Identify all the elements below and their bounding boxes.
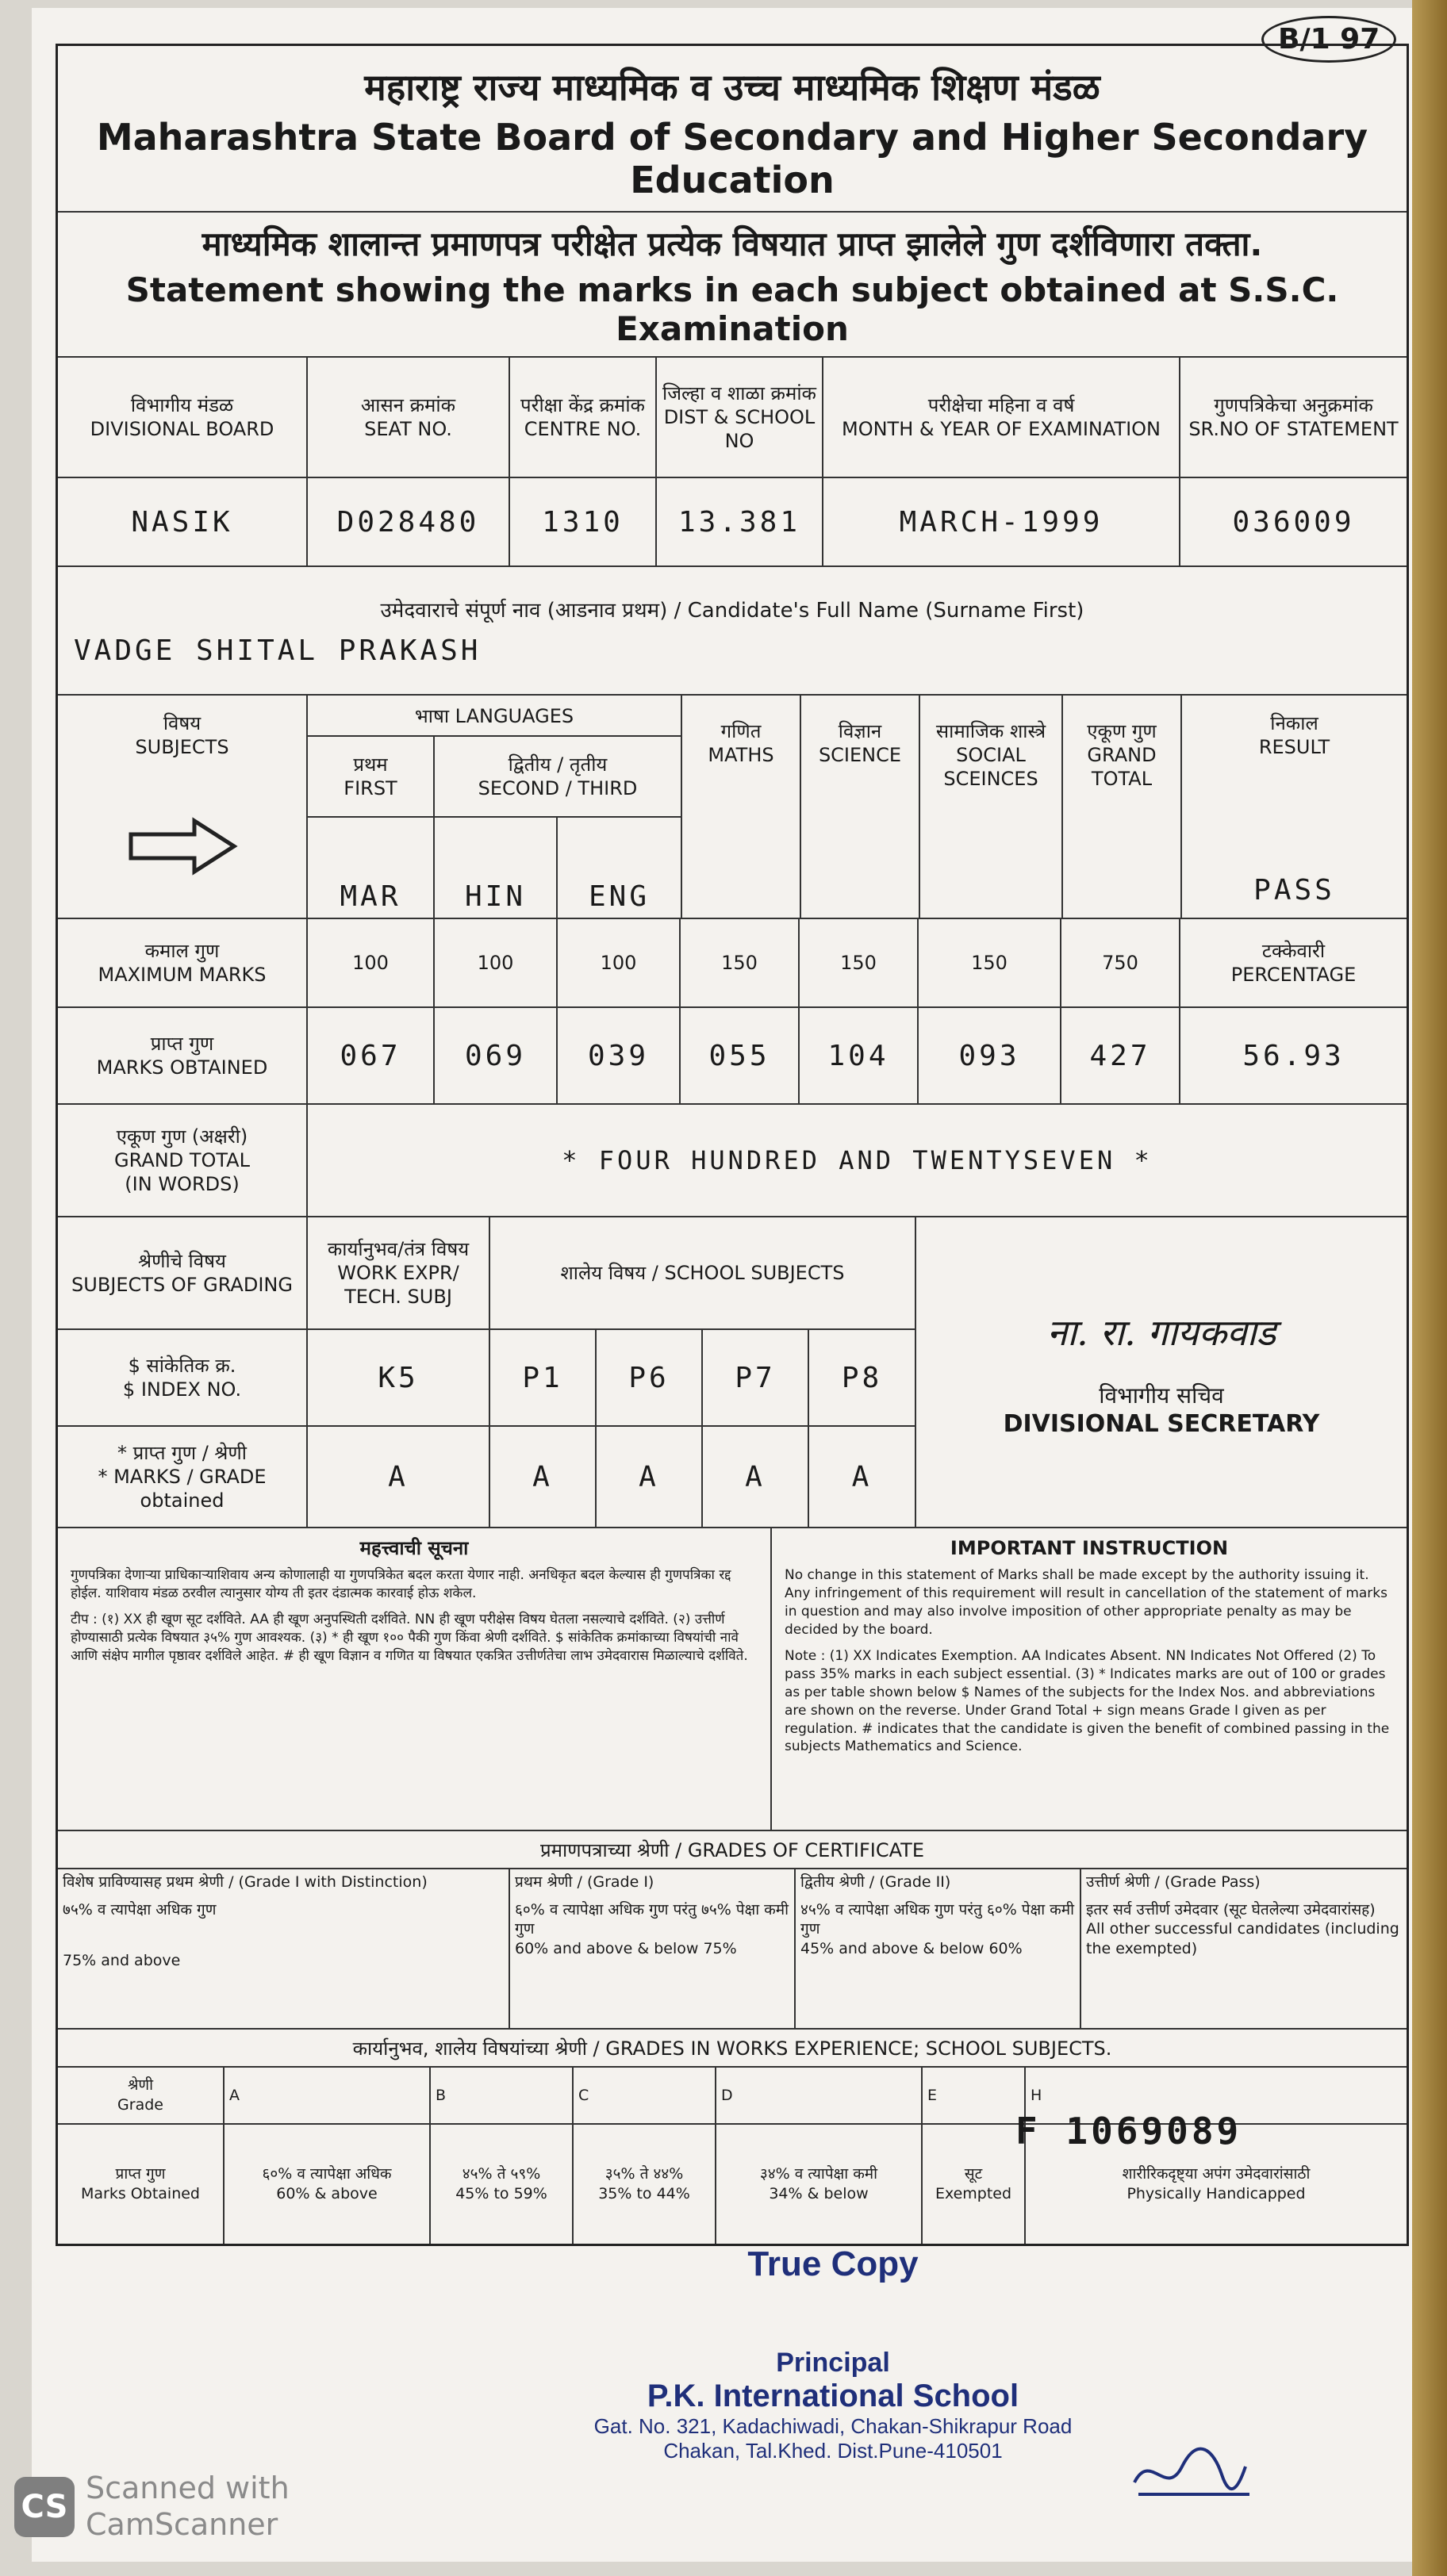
max-marks-value: 150 [919,919,1061,1006]
social-sciences-label: सामाजिक शास्त्रे SOCIAL SCEINCES [920,696,1063,918]
maths-label: गणित MATHS [682,696,801,918]
candidate-name-label: उमेदवाराचे संपूर्ण नाव (आडनाव प्रथम) / Candidate's Full Name (Surname First) [380,598,1084,623]
max-marks-value: 100 [558,919,681,1006]
grading-subjects-label: श्रेणीचे विषय SUBJECTS OF GRADING [58,1217,308,1328]
marks-obtained-label: प्राप्त गुण MARKS OBTAINED [58,1008,308,1103]
work-grade-letter: D [716,2068,923,2123]
grade-pass: उत्तीर्ण श्रेणी / (Grade Pass) इतर सर्व उत्तीर्ण उमेदवार (सूट घेतलेल्या उमेदवारांसह) All other successful candidates (including the exempted) [1086,1873,1399,1958]
grade-value: A [851,1460,873,1493]
seat-no-header: आसन क्रमांक SEAT NO. [308,358,510,477]
marks-row-label: प्राप्त गुण Marks Obtained [58,2125,225,2244]
work-grade-letter: E [923,2068,1026,2123]
statement-header [58,213,1407,358]
lang-code-third: ENG [588,880,651,913]
dist-school-no-value: 13.381 [657,478,823,565]
true-copy-label: True Copy [747,2244,919,2283]
grand-total-words-row [58,1105,1407,1217]
statement-title-marathi: माध्यमिक शालान्त प्रमाणपत्र परीक्षेत प्रत्येक विषयात प्राप्त झालेले गुण दर्शविणारा तक्ता. [202,224,1263,263]
true-copy-stamp [555,2244,1111,2463]
work-grade-letter: B [431,2068,574,2123]
stamp-address-1: Gat. No. 321, Kadachiwadi, Chakan-Shikrapur Road [593,2414,1073,2438]
work-grade-range: सूट Exempted [923,2125,1026,2244]
certificate-grades-title: प्रमाणपत्राच्या श्रेणी / GRADES OF CERTIFICATE [58,1831,1407,1869]
camscanner-logo: CS [14,2477,75,2537]
month-year-header: परीक्षेचा महिना व वर्ष MONTH & YEAR OF EXAMINATION [823,358,1180,477]
corner-mark: B/1 97 [1261,16,1396,63]
stamp-school: P.K. International School [647,2379,1019,2413]
work-grades-title: कार्यानुभव, शालेय विषयांच्या श्रेणी / GRADES IN WORKS EXPERIENCE; SCHOOL SUBJECTS. [58,2030,1407,2068]
grading-block [58,1217,1407,1528]
grade-value: A [490,1427,597,1527]
lang-code-second: HIN [435,818,558,918]
work-grade-range: ४५% ते ५९% 45% to 59% [431,2125,574,2244]
secretary-block [916,1217,1407,1527]
marks-obtained-value: 039 [558,1008,681,1103]
dist-school-no-header: जिल्हा व शाळा क्रमांक DIST & SCHOOL NO [657,358,823,477]
notice-marathi: महत्त्वाची सूचना गुणपत्रिका देणाऱ्या प्राधिकाऱ्याशिवाय अन्य कोणालाही या गुणपत्रिकेत बदल करता येणार नाही. अनधिकृत बदल केल्यास ही गुणपत्रिका रद्द होईल. याशिवाय मंडळ ठरवील त्यानुसार योग्य ती इतर दंडात्मक कारवाई होऊ शकेल. टीप : (१) XX ही खूण सूट दर्शविते. AA ही खूण अनुपस्थिती दर्शविते. NN ही खूण परीक्षेस विषय घेतला नसल्याचे दर्शविते. (२) उत्तीर्ण होण्यासाठी प्रत्येक विषयात ३५% गुण आवश्यक. (३) * ही खूण १०० पैकी गुण किंवा श्रेणी दर्शविते. $ सांकेतिक क्रमांकाच्या विषयांची नावे आणि संक्षेप मागील पृष्ठावर दर्शविले आहेत. # ही खूण विज्ञान व गणित या विषयात एकत्रित उत्तीर्णतेचा लाभ उमेदवारास मिळाल्याचे दर्शविते. [58,1528,772,1830]
board-header [58,46,1407,213]
grand-total-value: 427 [1061,1008,1180,1103]
grade-distinction: विशेष प्राविण्यासह प्रथम श्रेणी / (Grade I with Distinction) ७५% व त्यापेक्षा अधिक गुण 75% and above [58,1869,510,2028]
marks-grade-label: * प्राप्त गुण / श्रेणी * MARKS / GRADE obtained [58,1427,308,1527]
candidate-name-value: VADGE SHITAL PRAKASH [74,634,482,667]
grade-second: द्वितीय श्रेणी / (Grade II) ४५% व त्यापेक्षा अधिक गुण परंतु ६०% पेक्षा कमी गुण 45% and above & below 60% [796,1869,1081,2028]
grade-first: प्रथम श्रेणी / (Grade I) ६०% व त्यापेक्षा अधिक गुण परंतु ७५% पेक्षा कमी गुण 60% and above & below 75% [510,1869,796,2028]
info-value-row [58,478,1407,567]
science-label: विज्ञान SCIENCE [801,696,920,918]
school-subjects-label: शालेय विषय / SCHOOL SUBJECTS [560,1262,845,1284]
subjects-label: विषय SUBJECTS [58,696,308,918]
work-grade-range: शारीरिकदृष्ट्या अपंग उमेदवारांसाठी Physically Handicapped [1122,2165,1311,2202]
secretary-title-english: DIVISIONAL SECRETARY [1003,1409,1320,1438]
second-language-label: द्वितीय / तृतीय SECOND / THIRD [478,753,638,799]
index-value: P6 [597,1330,703,1425]
month-year-value: MARCH-1999 [823,478,1180,565]
folder-edge [1412,0,1447,2576]
arrow-right-icon [127,815,238,878]
camscanner-text: Scanned with CamScanner [86,2471,290,2542]
marks-obtained-value: 104 [800,1008,919,1103]
seat-no-value: D028480 [308,478,510,565]
info-header-row [58,358,1407,478]
marks-obtained-value: 055 [681,1008,800,1103]
centre-no-value: 1310 [510,478,657,565]
work-grade-range: ६०% व त्यापेक्षा अधिक 60% & above [225,2125,431,2244]
board-title-english: Maharashtra State Board of Secondary and Higher Secondary Education [96,116,1368,201]
languages-group [308,696,682,918]
lang-code-first: MAR [308,818,435,918]
work-grade-letter: H [1031,2086,1042,2104]
index-no-label: $ सांकेतिक क्र. $ INDEX NO. [58,1330,308,1425]
certificate-grades-table [58,1869,1407,2030]
marks-obtained-value: 069 [435,1008,558,1103]
statement-title-english: Statement showing the marks in each subject obtained at S.S.C. Examination [125,270,1339,348]
marks-obtained-row [58,1008,1407,1105]
stamp-address-2: Chakan, Tal.Khed. Dist.Pune-410501 [663,2439,1003,2463]
statement-sr-no-header: गुणपत्रिकेचा अनुक्रमांक SR.NO OF STATEMENT [1188,394,1399,440]
grade-value: A [308,1427,490,1527]
divisional-board-value: NASIK [58,478,308,565]
max-marks-value: 750 [1061,919,1180,1006]
camscanner-watermark [14,2471,290,2543]
candidate-row [58,567,1407,696]
index-value: K5 [308,1330,490,1425]
stamp-role: Principal [776,2348,890,2378]
max-marks-row [58,919,1407,1008]
work-experience-label: कार्यानुभव/तंत्र विषय WORK EXPR/ TECH. SUBJ [308,1217,490,1328]
serial-number: F 1069089 [1015,2110,1242,2152]
index-value: P8 [841,1361,883,1394]
grade-value: A [703,1427,809,1527]
grand-total-words-label: एकूण गुण (अक्षरी) GRAND TOTAL (IN WORDS) [58,1105,308,1216]
percentage-label: टक्केवारी PERCENTAGE [1230,940,1357,986]
index-value: P7 [703,1330,809,1425]
languages-label: भाषा LANGUAGES [308,696,681,737]
index-value: P1 [490,1330,597,1425]
work-grade-range: ३५% ते ४४% 35% to 44% [574,2125,716,2244]
grand-total-label: एकूण गुण GRAND TOTAL [1063,696,1182,918]
max-marks-value: 150 [800,919,919,1006]
board-title-marathi: महाराष्ट्र राज्य माध्यमिक व उच्च माध्यमिक शिक्षण मंडळ [364,66,1100,109]
max-marks-label: कमाल गुण MAXIMUM MARKS [58,919,308,1006]
result-value: PASS [1253,874,1335,907]
work-grade-letter: C [574,2068,716,2123]
max-marks-value: 100 [435,919,558,1006]
principal-signature-icon [1127,2443,1253,2506]
max-marks-value: 150 [681,919,800,1006]
centre-no-header: परीक्षा केंद्र क्रमांक CENTRE NO. [510,358,657,477]
grade-row-label: श्रेणी Grade [58,2068,225,2123]
percentage-value: 56.93 [1242,1039,1345,1072]
marks-statement-form [56,44,1409,2246]
work-grade-letter: A [225,2068,431,2123]
statement-sr-no-value: 036009 [1232,505,1355,539]
work-grade-range: ३४% व त्यापेक्षा कमी 34% & below [716,2125,923,2244]
grade-value: A [597,1427,703,1527]
notices-row [58,1528,1407,1831]
subjects-header-row [58,696,1407,919]
grand-total-words-value: * FOUR HUNDRED AND TWENTYSEVEN * [562,1145,1153,1175]
secretary-signature: ना. रा. गायकवाड [1046,1310,1276,1354]
marks-obtained-value: 093 [919,1008,1061,1103]
secretary-title-marathi: विभागीय सचिव [1099,1382,1224,1409]
notice-english: IMPORTANT INSTRUCTION No change in this statement of Marks shall be made except by the authority issuing it. Any infringement of this requirement will result in cancellation of the statement of marks in question and may also involve imposition of other appropriate penalty as may be decided by the board. Note : (1) XX Indicates Exemption. AA Indicates Absent. NN Indicates Not Offered (2) To pass 35% marks in each subject essential. (3) * Indicates marks are out of 100 or grades as per table shown below $ Names of the subjects for the Index Nos. and abbreviations are shown on the reverse. Under Grand Total + sign means Grade I given as per regulation. # indicates that the candidate is given the benefit of combined passing in the subjects Mathematics and Science. [785,1537,1390,1755]
max-marks-value: 100 [308,919,435,1006]
result-label: निकाल RESULT PASS [1253,712,1335,907]
divisional-board-header: विभागीय मंडळ DIVISIONAL BOARD [58,358,308,477]
first-language-label: प्रथम FIRST [308,737,435,816]
marks-obtained-value: 067 [308,1008,435,1103]
